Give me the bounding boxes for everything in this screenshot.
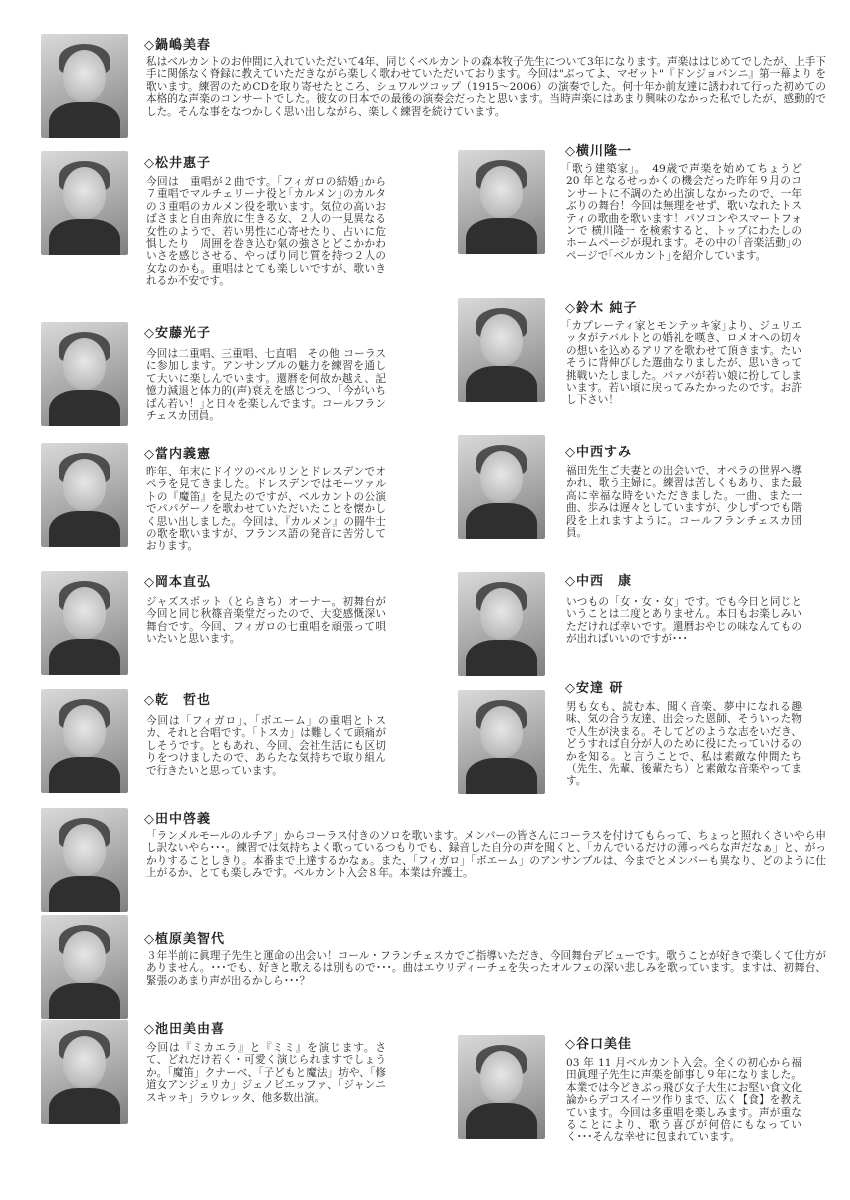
profile-name: ◇池田美由喜 (144, 1022, 225, 1037)
portrait-photo (41, 322, 128, 426)
profile-text: 今回は「フィガロ」、「ボエーム」の重唱とトスカ、それと合唱です。「トスカ」は難しくて頭痛がしそうです。ともあれ、今回、会社生活にも区切りをつけましたので、あらたな気持ちで取り組んで行きたいと思っています。 (146, 715, 386, 777)
portrait-photo (41, 34, 128, 138)
portrait-photo (458, 435, 545, 539)
profile-text: ３年半前に眞理子先生と運命の出会い！コール・フランチェスカでご指導いただき、今回舞台デビューです。歌うことが好きで楽しくて仕方がありません。･･･でも、好きと歌えるは別もので･･･。曲はエウリディーチェを失ったオルフェの深い悲しみを歌っています。ますは、初舞台、緊張のあまり声が出るかしら･･･？ (146, 950, 826, 987)
profile-text: ｢カプレーティ家とモンテッキ家｣より、ジュリエッタがテバルトとの婚礼を嘆き、ロメオへの切々の想いを込めるアリアを歌わせて頂きます。たいそうに背伸びした選曲なりましたが、思いきって挑戦いたしました。バァバが若い娘に扮してしまいます。若い頃に戻ってみたかったのです。お許し下さい！ (566, 320, 802, 407)
profile-text: 私はベルカントのお仲間に入れていただいて4年、同じくベルカントの森本牧子先生について3年になります。声楽ははじめてでしたが、上手下手に関係なく脊録に教えていただきながら楽しく歌わせていただいております。今回は"ぶってよ、マゼット"『ドンジョバンニ』第一幕より を歌います。練習のためCDを取り寄せたところ、シュワルツコップ（1915～2006）の演奏でした。何十年か前友達に誘われて行った初めての本格的な声楽のコンサートでした。彼女の日本での最後の演奏会だったと思います。当時声楽にはあまり興味のなかった私でしたが、感動的でした。そんな事をなつかしく思い出しながら、楽しく練習を続けています。 (146, 56, 826, 118)
profile-text: 今回は『ミカエラ』と『ミミ』を演じます。さて、どれだけ若く・可愛く演じられますでしょうか。「魔笛」クナーベ、「子どもと魔法」坊や、「修道女アンジェリカ」ジェノビエッファ、「ジャンニスキッキ」ラウレッタ、他多数出演。 (146, 1042, 386, 1104)
portrait-photo (41, 443, 128, 547)
profile-name: ◇鈴木 純子 (565, 301, 638, 316)
profile-text: 今回は 重唱が２曲です。｢フィガロの結婚｣から７重唱でマルチェリーナ役と｢カルメン｣のカルタの３重唱のカルメン役を歌います。気位の高いおばさまと自由奔放に生きる女、２人の一見異なる女性のようで、若い男性に心寄せたり、占いに危惧したり 周囲を巻き込む氣の強さとどこかかわいさを感じさせる、やっぱり同じ質を持つ２人の女なのかも。重唱はとても楽しいですが、歌いきれるか不安です。 (146, 176, 386, 288)
profile-name: ◇當内義憲 (144, 447, 211, 462)
profile-name: ◇横川隆一 (565, 144, 632, 159)
profile-text: いつもの「女・女・女」です。でも今日と同じということは二度とありません。本日もお楽しみいただければ幸いです。還暦おやじの味なんてものが出ればいいのですが･･･ (566, 596, 802, 646)
portrait-photo (458, 572, 545, 676)
portrait-photo (41, 689, 128, 793)
profile-name: ◇乾 哲也 (144, 693, 211, 708)
portrait-photo (458, 298, 545, 402)
profile-name: ◇田中啓義 (144, 812, 211, 827)
portrait-photo (41, 1020, 128, 1124)
profile-text: 今回は二重唱、三重唱、七直唱 その他 コーラスに参加します。アンサンブルの魅力を練習を通して大いに楽しんでいます。還暦を何故か越え、記憶力減退と体力的(声)衰えを感じつつ、｢今がいちばん若い！｣と日々を楽しんでます。コールフランチェスカ団員。 (146, 348, 386, 423)
portrait-photo (41, 915, 128, 1019)
profile-name: ◇安達 研 (565, 681, 624, 696)
profile-text: 03 年 11 月ベルカント入会。全くの初心から福田眞理子先生に声楽を師事し９年になりました。本業では今どきぶっ飛び女子大生にお堅い食文化論からデコスイーツ作りまで、広く【食】を教えています。今回は多重唱を楽しみます。声が重なることにより、歌う喜びが何倍にもなっていく･･･そんな幸せに包まれています。 (566, 1057, 802, 1144)
profile-text: 昨年、年末にドイツのベルリンとドレスデンでオペラを見てきました。ドレスデンではモーツァルトの『魔笛』を見たのですが、ベルカントの公演でパパゲーノを歌わせていただいたことを懐かしく思い出しました。今回は、『カルメン』の闘牛士の歌を歌いますが、フランス語の発音に苦労しております。 (146, 466, 386, 553)
profile-name: ◇中西すみ (565, 445, 632, 460)
portrait-photo (458, 1035, 545, 1139)
portrait-photo (458, 690, 545, 794)
portrait-photo (458, 150, 545, 254)
profile-text: 「ランメルモールのルチア」からコーラス付きのソロを歌います。メンバーの皆さんにコーラスを付けてもらって、ちょっと照れくさいやら申し訳ないやら･･･。練習では気持ちよく歌っているつもりでも、録音した自分の声を聞くと、「カんでいるだけの薄っぺらな声だなぁ」と、がっかりすることしきり。本番まで上達するかなぁ。また、「フィガロ」「ボエーム」のアンサンブルは、今までとメンバーも異なり、どのように仕上がるか、とても楽しみです。ベルカント入会８年。本業は弁護士。 (146, 830, 826, 880)
profile-name: ◇松井惠子 (144, 156, 211, 171)
profile-name: ◇安藤光子 (144, 326, 211, 341)
profile-name: ◇谷口美佳 (565, 1037, 632, 1052)
profile-name: ◇植原美智代 (144, 932, 225, 947)
profile-text: ｢歌う建築家｣。 49歳で声楽を始めてちょうど 20 年となるせっかくの機会だった昨年９月のコンサートに不調のため出演しなかったので、一年ぶりの舞台！今回は無理をせず、歌いなれたトスティの歌曲を歌います！パソコンやスマートフォンで 横川隆一 を検索すると、トップにわたしのホームページが現れます。その中の｢音楽活動｣のページで｢ベルカント｣を紹介しています。 (566, 163, 802, 262)
profile-text: ジャズスポット（とらきち）オーナー。初舞台が今回と同じ秋篠音楽堂だったので、大変感慨深い舞台です。今回、フィガロの七重唱を頑張って唄いたいと思います。 (146, 596, 386, 646)
portrait-photo (41, 571, 128, 675)
portrait-photo (41, 151, 128, 255)
portrait-photo (41, 808, 128, 912)
profile-name: ◇岡本直弘 (144, 575, 211, 590)
profile-name: ◇鍋嶋美春 (144, 38, 211, 53)
profile-text: 男も女も、読む本、聞く音楽、夢中になれる趣味、気の合う友達、出会った恩師、そういった物で人生が決まる。そしてどのような志をいだき、どうすれば自分が人のために役にたっていけるのかを知る。と言うことで、私は素敵な仲間たち（先生、先輩、後輩たち）と素敵な音楽やってます。 (566, 701, 802, 788)
profile-text: 福田先生ご夫妻との出会いで、オペラの世界へ導かれ、歌う主婦に。練習は苦しくもあり、また最高に幸福な時をいただきました。一曲、また一曲、歩みは遅々としていますが、少しずつでも階段を上れますように。コールフランチェスカ団員。 (566, 465, 802, 540)
profile-name: ◇中西 康 (565, 574, 632, 589)
